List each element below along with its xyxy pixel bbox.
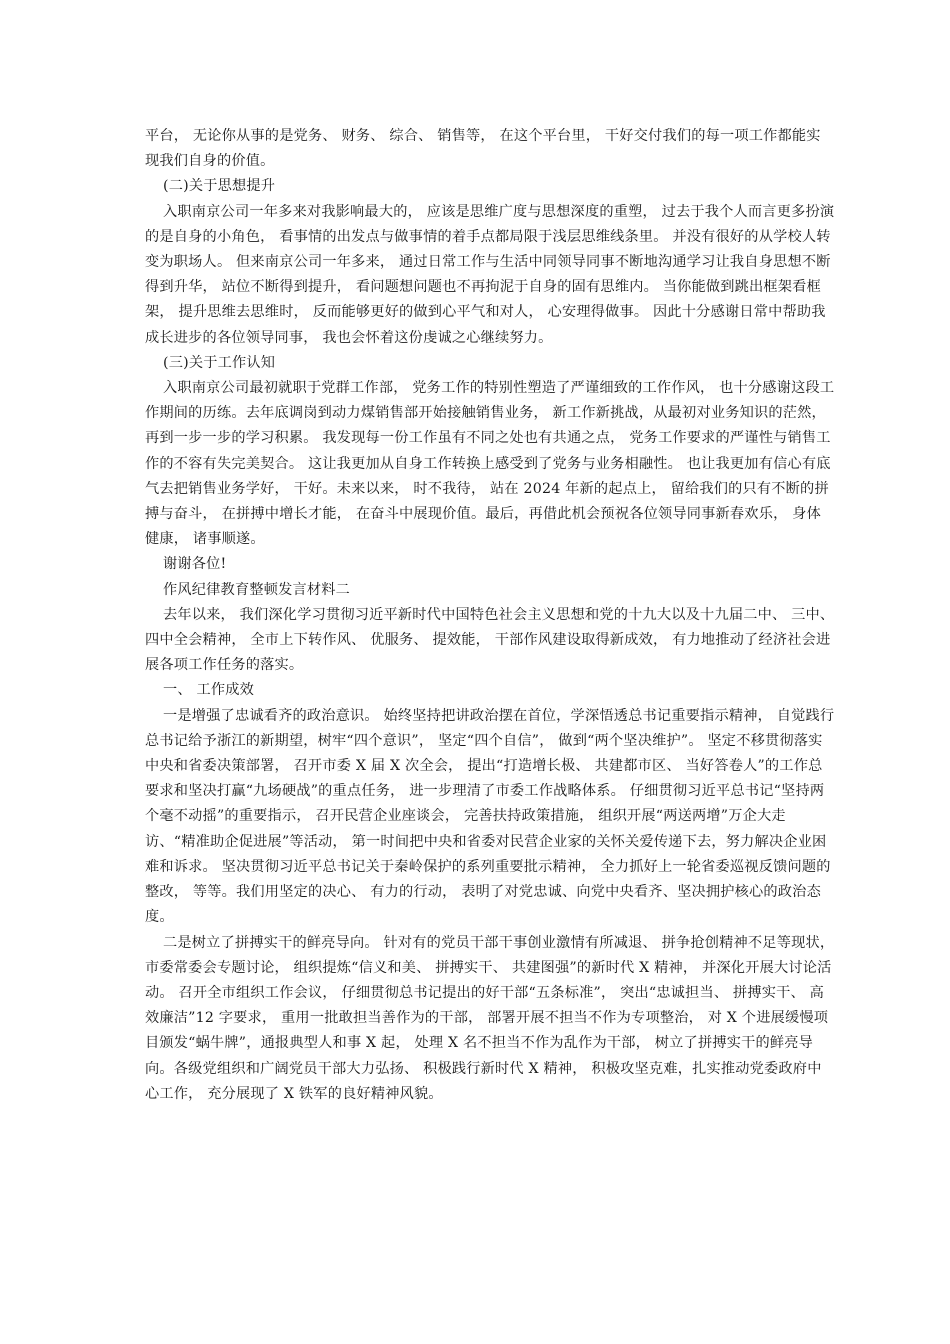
paragraph-platform: 平台， 无论你从事的是党务、 财务、 综合、 销售等， 在这个平台里， 干好交付我们的每一项工作都能实现我们自身的价值。 [145,128,821,170]
paragraph-thanks: 谢谢各位! [163,556,227,573]
section-heading-thought: (二)关于思想提升 [163,178,276,195]
paragraph-intro: 去年以来， 我们深化学习贯彻习近平新时代中国特色社会主义思想和党的十九大以及十九届二中、 三中、 四中全会精神， 全市上下转作风、 优服务、 提效能， 干部作风建设取得新成效， 有力地推动了经济社会进展各项工作任务的落实。 [145,606,835,674]
paragraph-loyalty: 一是增强了忠诚看齐的政治意识。 始终坚持把讲政治摆在首位，学深悟透总书记重要指示精神， 自觉践行总书记给予浙江的新期望，树牢“四个意识”， 坚定“四个自信”， 做到“两个坚决维护”。 坚定不移贯彻落实中央和省委决策部署， 召开市委 X 届 X 次全会， 提出“打造增长极、 共建都市区、 当好答卷人”的工作总要求和坚决打赢“九场硬战”的重点任务， 进一步理清了市委工作战略体系。 仔细贯彻习近平总书记“坚持两个毫不动摇”的重要指示， 召开民营企业座谈会， 完善扶持政策措施， 组织开展“两送两增”万企大走访、“精准助企促进展”等活动， 第一时间把中央和省委对民营企业家的关怀关爱传递下去，努力解决企业困难和诉求。 坚决贯彻习近平总书记关于秦岭保护的系列重要批示精神， 全力抓好上一轮省委巡视反馈问题的整改， 等等。我们用坚定的决心、 有力的行动， 表明了对党忠诚、向党中央看齐、坚决拥护核心的政治态度。 [145,707,835,926]
section-heading-results: 一、 工作成效 [163,682,255,699]
document-body [145,124,835,1107]
section-heading-work: (三)关于工作认知 [163,354,276,371]
document-title-2: 作风纪律教育整顿发言材料二 [163,581,351,598]
paragraph-hardwork: 二是树立了拼搏实干的鲜亮导向。 针对有的党员干部干事创业激情有所减退、 拼争抢创精神不足等现状， 市委常委会专题讨论， 组织提炼“信义和美、 拼搏实干、 共建图强”的新时代 X 精神， 并深化开展大讨论活动。 召开全市组织工作会议， 仔细贯彻总书记提出的好干部“五条标准”， 突出“忠诚担当、 拼搏实干、 高效廉洁”12 字要求， 重用一批敢担当善作为的干部， 部署开展不担当不作为专项整治， 对 X 个进展缓慢项目颁发“蜗牛牌”，通报典型人和事 X 起， 处理 X 名不担当不作为乱作为干部， 树立了拼搏实干的鲜亮导向。各级党组织和广阔党员干部大力弘扬、 积极践行新时代 X 精神， 积极攻坚克难，扎实推动党委政府中心工作， 充分展现了 X 铁军的良好精神风貌。 [145,934,835,1102]
paragraph-work: 入职南京公司最初就职于党群工作部， 党务工作的特别性塑造了严谨细致的工作作风， 也十分感谢这段工作期间的历练。去年底调岗到动力煤销售部开始接触销售业务， 新工作新挑战，从最初对业务知识的茫然， 再到一步一步的学习积累。 我发现每一份工作虽有不同之处也有共通之点， 党务工作要求的严谨性与销售工作的不容有失完美契合。 这让我更加从自身工作转换上感受到了党务与业务相融性。 也让我更加有信心有底气去把销售业务学好， 干好。未来以来， 时不我待， 站在 2024 年新的起点上， 留给我们的只有不断的拼搏与奋斗， 在拼搏中增长才能， 在奋斗中展现价值。最后，再借此机会预祝各位领导同事新春欢乐， 身体健康， 诸事顺遂。 [145,380,835,548]
paragraph-thought: 入职南京公司一年多来对我影响最大的， 应该是思维广度与思想深度的重塑， 过去于我个人而言更多扮演的是自身的小角色， 看事情的出发点与做事情的着手点都局限于浅层思维线条里。 并没有很好的从学校人转变为职场人。 但来南京公司一年多来， 通过日常工作与生活中同领导同事不断地沟通学习让我自身思想不断得到升华， 站位不断得到提升， 看问题想问题也不再拘泥于自身的固有思维内。 当你能做到跳出框架看框架， 提升思维去思维时， 反而能够更好的做到心平气和对人， 心安理得做事。 因此十分感谢日常中帮助我成长进步的各位领导同事， 我也会怀着这份虔诚之心继续努力。 [145,203,835,346]
